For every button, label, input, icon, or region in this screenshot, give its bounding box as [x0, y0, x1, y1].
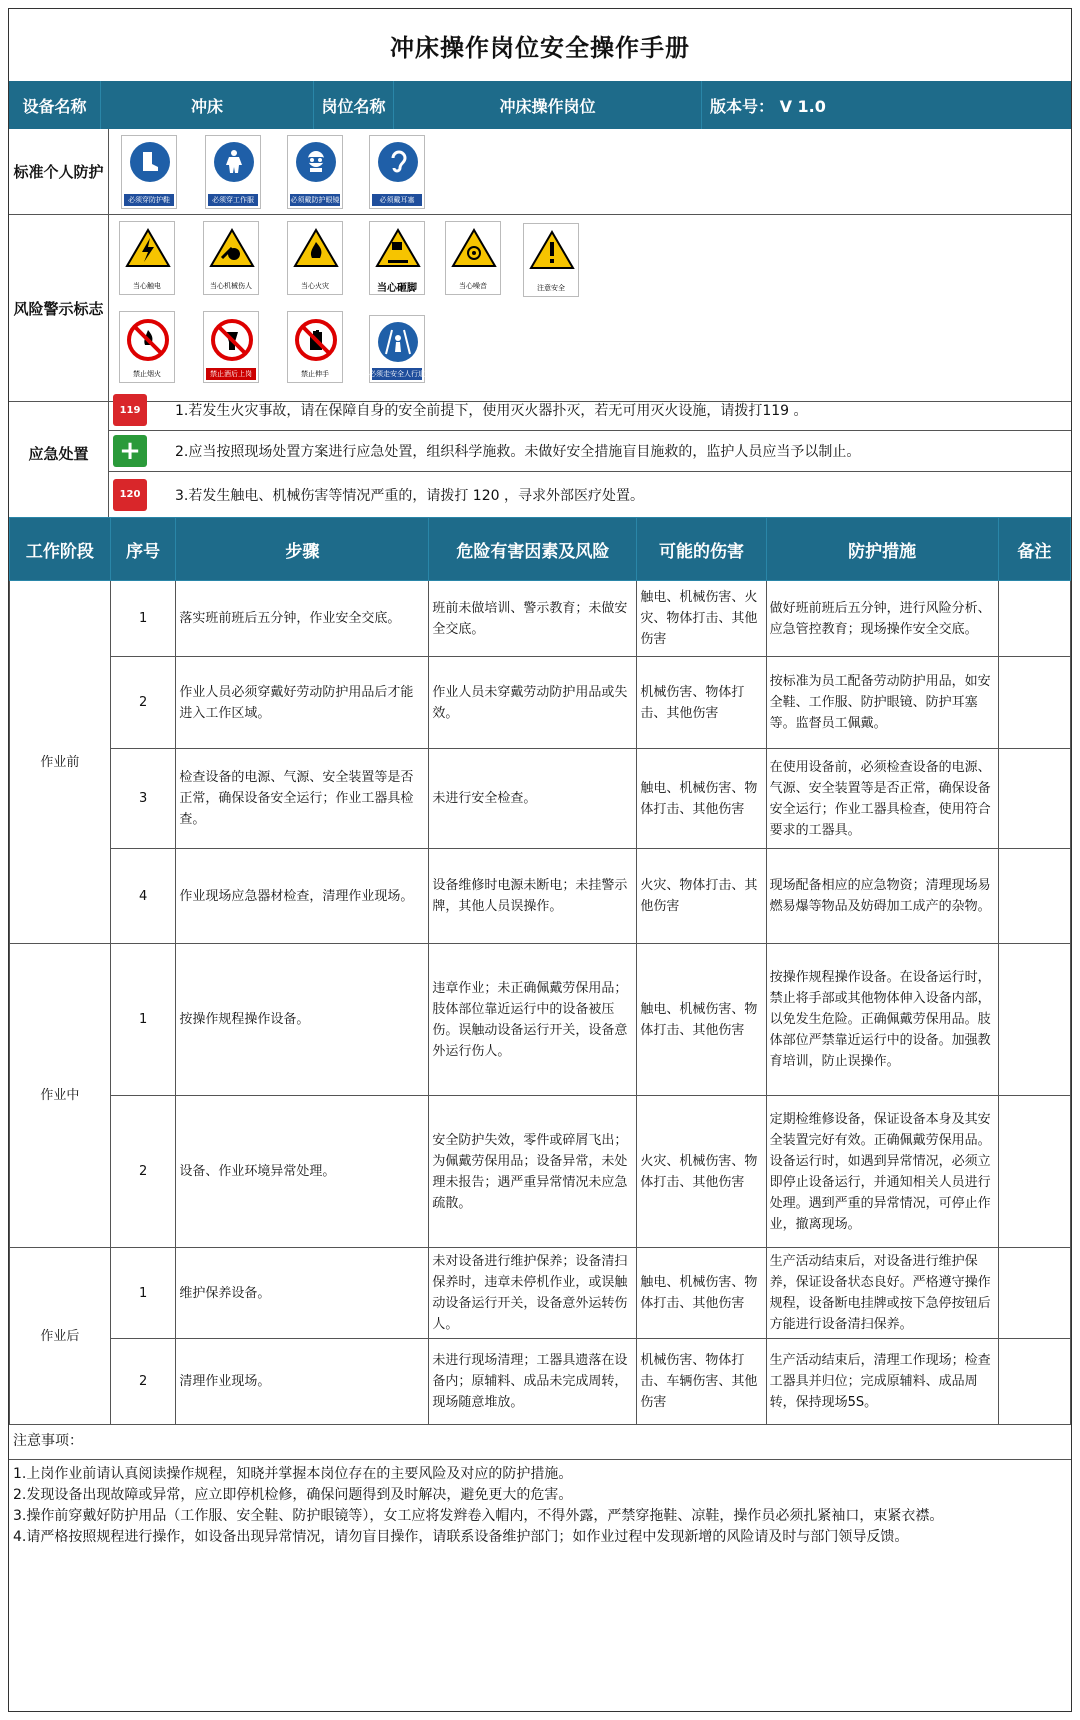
warn-noise-sign: 当心噪音	[445, 221, 501, 295]
boots-icon	[130, 142, 170, 182]
goggles-sign: 必须戴防护眼镜	[287, 135, 343, 209]
note-item: 2.发现设备出现故障或异常，应立即停机检修，确保问题得到及时解决，避免更大的危害。	[13, 1487, 573, 1503]
table-row: 作业中 1 按操作规程操作设备。 违章作业；未正确佩戴劳保用品；肢体部位靠近运行中的设备被压伤。误触动设备运行开关，设备意外运行伤人。 触电、机械伤害、物体打击、其他伤害 按操作规程操作设备。在设备运行时，禁止将手部或其他物体伸入设备内部，以免发生危险。正确佩戴劳保用品。肢体部位严禁靠近运行中的设备。加强教育培训，防止误操作。	[10, 944, 1071, 1096]
table-row: 作业前 1 落实班前班后五分钟，作业安全交底。 班前未做培训、警示教育；未做安全交底。 触电、机械伤害、火灾、物体打击、其他伤害 做好班前班后五分钟，进行风险分析、应急管控教育；现场操作安全交底。	[10, 581, 1071, 657]
stage-during: 作业中	[10, 944, 111, 1248]
stage-before: 作业前	[10, 581, 111, 944]
safety-boots-sign: 必须穿防护鞋	[121, 135, 177, 209]
col-measure: 防护措施	[766, 518, 998, 581]
no-fire-icon	[126, 318, 170, 362]
foot-crush-warning-icon	[376, 228, 420, 268]
noise-warning-icon	[452, 228, 496, 268]
emergency-item-1: 119 1.若发生火灾事故，请在保障自身的安全前提下，使用灭火器扑灭，若无可用灭火设施，请拨打119 。	[109, 390, 1071, 431]
table-row: 2 作业人员必须穿戴好劳动防护用品后才能进入工作区域。 作业人员未穿戴劳动防护用品或失效。 机械伤害、物体打击、其他伤害 按标准为员工配备劳动防护用品，如安全鞋、工作服、防护眼镜、防护耳塞等。监督员工佩戴。	[10, 657, 1071, 749]
warn-machine-sign: 当心机械伤人	[203, 221, 259, 295]
notes-section	[9, 1421, 1071, 1552]
no-hand-icon	[294, 318, 338, 362]
warn-caution-sign: 注意安全	[523, 223, 579, 297]
notes-header: 注意事项：	[9, 1421, 1071, 1460]
fire-phone-icon: 119	[113, 394, 147, 426]
ambulance-phone-icon: 120	[113, 479, 147, 511]
note-item: 4.请严格按照规程进行操作，如设备出现异常情况，请勿盲目操作，请联系设备维护部门；如作业过程中发现新增的风险请及时与部门领导反馈。	[13, 1529, 909, 1545]
equip-label: 设备名称	[9, 81, 101, 129]
note-item: 3.操作前穿戴好防护用品（工作服、安全鞋、防护眼镜等），女工应将发辫卷入帽内，不得外露，严禁穿拖鞋、凉鞋，操作员必须扎紧袖口，束紧衣襟。	[13, 1508, 944, 1524]
col-seq: 序号	[110, 518, 176, 581]
emergency-item-2: + 2.应当按照现场处置方案进行应急处置，组织科学施救。未做好安全措施盲目施救的，监护人员应当予以制止。	[109, 431, 1071, 472]
col-risk: 危险有害因素及风险	[429, 518, 637, 581]
warn-foot-sign: 当心砸脚	[369, 221, 425, 295]
table-row: 2 清理作业现场。 未进行现场清理；工器具遗落在设备内；原辅料、成品未完成周转，现场随意堆放。 机械伤害、物体打击、车辆伤害、其他伤害 生产活动结束后，清理工作现场；检查工器具并归位；完成原辅料、成品周转，保持现场5S。	[10, 1339, 1071, 1425]
exclamation-warning-icon	[530, 230, 574, 270]
stage-after: 作业后	[10, 1248, 111, 1425]
walkway-icon	[378, 322, 418, 362]
warn-electric-sign: 当心触电	[119, 221, 175, 295]
table-row: 作业后 1 维护保养设备。 未对设备进行维护保养；设备清扫保养时，违章未停机作业，或误触动设备运行开关，设备意外运转伤人。 触电、机械伤害、物体打击、其他伤害 生产活动结束后，对设备进行维护保养，保证设备状态良好。严格遵守操作规程，设备断电挂牌或按下急停按钮后方能进行设备清扫保养。	[10, 1248, 1071, 1339]
col-stage: 工作阶段	[10, 518, 111, 581]
ppe-label: 标准个人防护	[9, 129, 109, 214]
risk-row	[9, 215, 1071, 402]
table-row: 4 作业现场应急器材检查，清理作业现场。 设备维修时电源未断电；未挂警示牌，其他人员误操作。 火灾、物体打击、其他伤害 现场配备相应的应急物资；清理现场易燃易爆等物品及妨碍加工成产的杂物。	[10, 849, 1071, 944]
ppe-row	[9, 129, 1071, 215]
equip-value: 冲床	[101, 81, 314, 129]
ban-alcohol-sign: 禁止酒后上岗	[203, 311, 259, 383]
note-item: 1.上岗作业前请认真阅读操作规程，知晓并掌握本岗位存在的主要风险及对应的防护措施。	[13, 1466, 573, 1482]
emergency-item-3: 120 3.若发生触电、机械伤害等情况严重的，请拨打 120 ，寻求外部医疗处置。	[109, 472, 1071, 517]
col-step: 步骤	[176, 518, 429, 581]
info-header	[9, 81, 1071, 129]
risk-label: 风险警示标志	[9, 215, 109, 401]
procedure-table	[9, 517, 1071, 1425]
workwear-icon	[214, 142, 254, 182]
walkway-sign: 必须走安全人行道	[369, 315, 425, 383]
warn-fire-sign: 当心火灾	[287, 221, 343, 295]
table-header	[10, 518, 1071, 581]
first-aid-icon: +	[113, 435, 147, 467]
earplugs-sign: 必须戴耳塞	[369, 135, 425, 209]
col-remark: 备注	[998, 518, 1070, 581]
col-harm: 可能的伤害	[637, 518, 766, 581]
table-row: 2 设备、作业环境异常处理。 安全防护失效，零件或碎屑飞出；为佩戴劳保用品；设备异常，未处理未报告；遇严重异常情况未应急疏散。 火灾、机械伤害、物体打击、其他伤害 定期检维修设备，保证设备本身及其安全装置完好有效。正确佩戴劳保用品。设备运行时，如遇到异常情况，必须立即停止设备运行，并通知相关人员进行处理。遇到严重的异常情况，可停止作业，撤离现场。	[10, 1096, 1071, 1248]
no-alcohol-icon	[210, 318, 254, 362]
page-title: 冲床操作岗位安全操作手册	[9, 9, 1071, 82]
table-row: 3 检查设备的电源、气源、安全装置等是否正常，确保设备安全运行；作业工器具检查。 未进行安全检查。 触电、机械伤害、物体打击、其他伤害 在使用设备前，必须检查设备的电源、气源、安全装置等是否正常，确保设备安全运行；作业工器具检查，使用符合要求的工器具。	[10, 749, 1071, 849]
emergency-label: 应急处置	[9, 390, 109, 517]
goggles-icon	[296, 142, 336, 182]
post-label: 岗位名称	[314, 81, 394, 129]
ban-hand-sign: 禁止伸手	[287, 311, 343, 383]
notes-body	[9, 1460, 1071, 1552]
workwear-sign: 必须穿工作服	[205, 135, 261, 209]
post-value: 冲床操作岗位	[394, 81, 702, 129]
version-label: 版本号： V 1.0	[710, 96, 826, 116]
ear-icon	[378, 142, 418, 182]
electric-warning-icon	[126, 228, 170, 268]
machine-warning-icon	[210, 228, 254, 268]
fire-warning-icon	[294, 228, 338, 268]
manual-page	[8, 8, 1072, 1712]
ban-fire-sign: 禁止烟火	[119, 311, 175, 383]
